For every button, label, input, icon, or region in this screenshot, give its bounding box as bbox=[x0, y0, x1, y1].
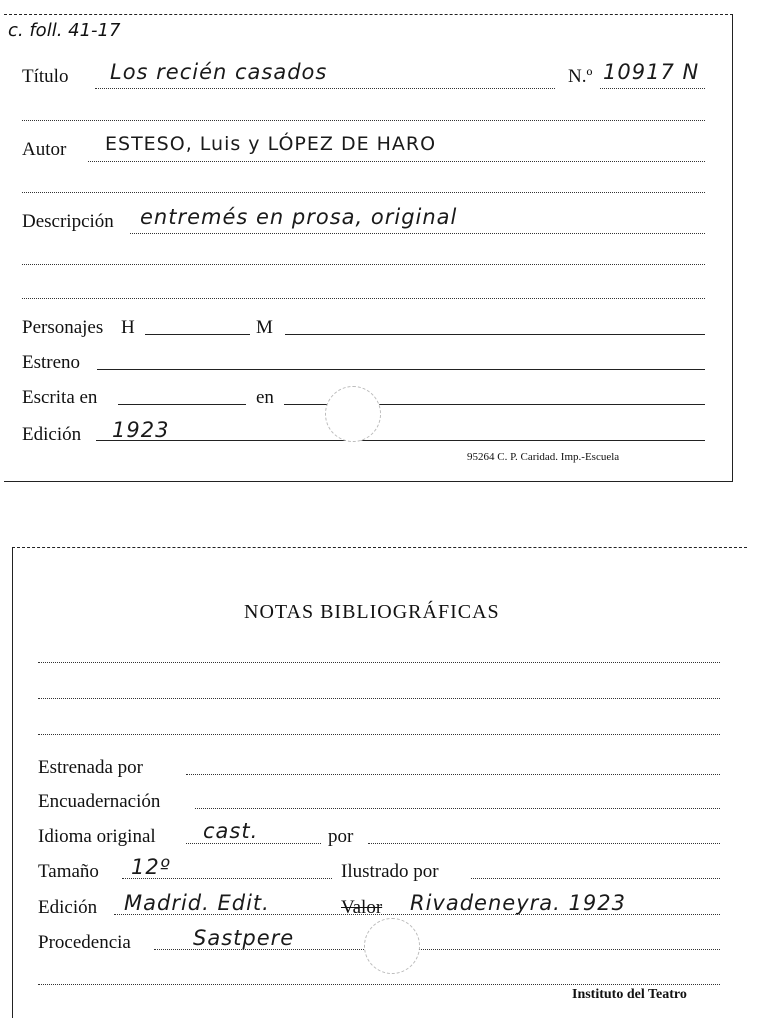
ilustrado-line bbox=[471, 878, 720, 879]
m-label: M bbox=[256, 317, 273, 338]
personajes-label: Personajes bbox=[22, 317, 104, 338]
descripcion-extra-line-2 bbox=[22, 298, 705, 299]
encuadernacion-line bbox=[195, 808, 720, 809]
corner-note: c. foll. 41-17 bbox=[8, 20, 121, 41]
m-line bbox=[285, 334, 705, 335]
numero-label: N.º bbox=[568, 66, 593, 87]
estrenada-line bbox=[186, 774, 720, 775]
notas-line-3 bbox=[38, 734, 720, 735]
printer-imprint: 95264 C. P. Caridad. Imp.-Escuela bbox=[467, 451, 620, 463]
edicion2-value-handwritten: Madrid. Edit. bbox=[124, 891, 270, 915]
tamano-label: Tamaño bbox=[38, 861, 99, 882]
descripcion-value: entremés en prosa, original bbox=[140, 205, 458, 229]
escrita-label: Escrita en bbox=[22, 387, 98, 408]
por-line bbox=[368, 843, 720, 844]
notas-heading: NOTAS BIBLIOGRÁFICAS bbox=[244, 601, 500, 623]
descripcion-line bbox=[130, 233, 705, 234]
h-line bbox=[145, 334, 250, 335]
en-label: en bbox=[256, 387, 274, 408]
procedencia-label: Procedencia bbox=[38, 932, 131, 953]
autor-label: Autor bbox=[22, 139, 67, 160]
notas-line-2 bbox=[38, 698, 720, 699]
punch-hole bbox=[364, 918, 420, 974]
autor-value: ESTESO, Luis y LÓPEZ DE HARO bbox=[105, 133, 437, 155]
h-label: H bbox=[121, 317, 135, 338]
escrita-line bbox=[118, 404, 246, 405]
idioma-line bbox=[186, 843, 321, 844]
edicion-line bbox=[96, 440, 705, 441]
procedencia-value: Sastpere bbox=[193, 926, 295, 950]
ilustrado-label: Ilustrado por bbox=[341, 861, 439, 882]
procedencia-extra-line bbox=[38, 984, 720, 985]
idioma-value: cast. bbox=[203, 819, 259, 843]
titulo-extra-line bbox=[22, 120, 705, 121]
notas-line-1 bbox=[38, 662, 720, 663]
institution-footer: Instituto del Teatro bbox=[572, 987, 687, 1002]
estreno-label: Estreno bbox=[22, 352, 81, 373]
por-label: por bbox=[328, 826, 354, 847]
autor-line bbox=[88, 161, 705, 162]
encuadernacion-label: Encuadernación bbox=[38, 791, 161, 812]
estreno-line bbox=[97, 369, 705, 370]
edicion-label: Edición bbox=[22, 424, 82, 445]
edicion2-label: Edición bbox=[38, 897, 98, 918]
idioma-label: Idioma original bbox=[38, 826, 156, 847]
numero-value: 10917 N bbox=[603, 60, 700, 84]
descripcion-label: Descripción bbox=[22, 211, 114, 232]
edicion2-value-publisher: Rivadeneyra. 1923 bbox=[410, 891, 626, 915]
titulo-value: Los recién casados bbox=[110, 60, 328, 84]
tamano-value: 12º bbox=[131, 855, 171, 879]
titulo-label: Título bbox=[22, 66, 69, 87]
descripcion-extra-line-1 bbox=[22, 264, 705, 265]
estrenada-label: Estrenada por bbox=[38, 757, 143, 778]
autor-extra-line bbox=[22, 192, 705, 193]
edicion-value: 1923 bbox=[112, 418, 170, 442]
punch-hole bbox=[325, 386, 381, 442]
numero-line bbox=[600, 88, 705, 89]
titulo-line bbox=[95, 88, 555, 89]
edicion2-printed-word: Valor bbox=[341, 897, 383, 918]
